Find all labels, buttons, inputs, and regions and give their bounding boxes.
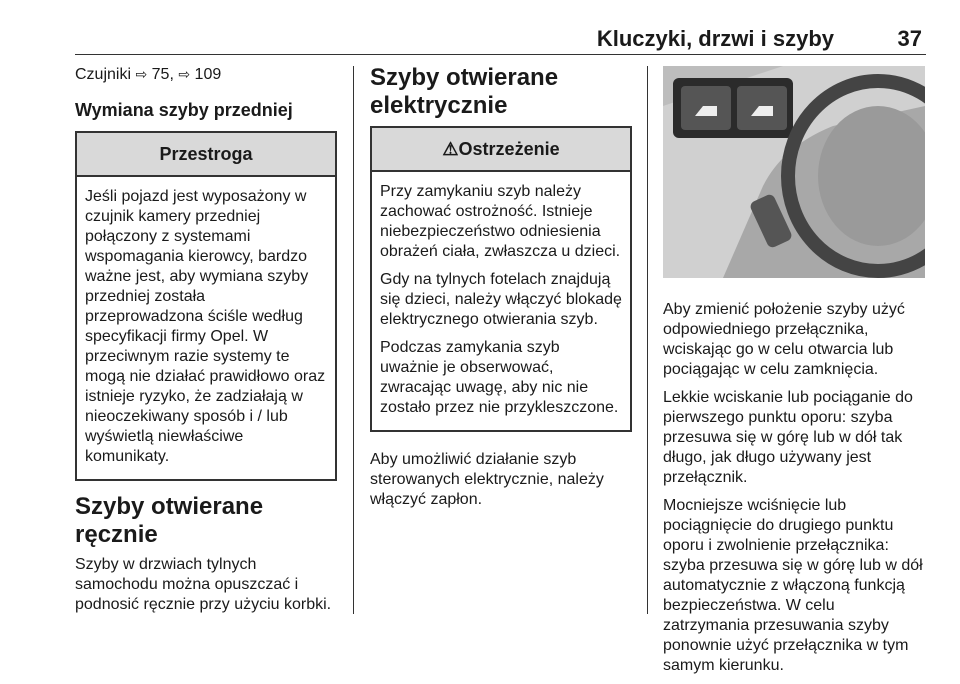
paragraph: Mocniejsze wciśnięcie lub pociągnięcie do drugiego punktu oporu i zwolnienie przełącznika: szyba przesuwa się w górę lub w dół automatycznie z włączoną funkcją bezpieczeństwa. W celu zatrzymania przesuwania szyby ponownie użyć przełącznika w tym samym kierunku. [663, 497, 923, 674]
arrow-icon: ⇨ [178, 66, 191, 82]
caution-box [75, 131, 337, 481]
paragraph: Aby zmienić położenie szyby użyć odpowiedniego przełącznika, wciskając go w celu otwarcia lub pociągając w celu zamknięcia. [663, 301, 905, 378]
warning-text: Gdy na tylnych fotelach znajdują się dzieci, należy włączyć blokadę elektrycznego otwierania szyb. [380, 271, 622, 328]
section-heading: Szyby otwierane elektrycznie [370, 64, 559, 119]
caution-text: Jeśli pojazd jest wyposażony w czujnik kamery przedniej połączony z systemami wspomagania kierowcy, bardzo ważne jest, aby wymiana szyby przedniej została przeprowadzona ściśle według specyfikacji firmy Opel. W przeciwnym razie systemy te mogą nie działać prawidłowo oraz istnieje ryzyko, że zadziałają w nieoczekiwany sposób i / lub wyświetlą niewłaściwe komunikaty. [85, 188, 326, 465]
caution-title: Przestroga [77, 133, 335, 177]
subheading: Wymiana szyby przedniej [75, 100, 293, 120]
warning-box [370, 126, 632, 432]
column-1 [75, 64, 337, 623]
column-2 [370, 64, 632, 518]
page-link[interactable]: 75, [151, 66, 174, 83]
column-rule [353, 66, 354, 614]
section-heading: Szyby otwierane ręcznie [75, 493, 264, 548]
column-3 [663, 300, 925, 684]
section-title: Kluczyki, drzwi i szyby [596, 26, 834, 51]
cross-reference: Czujniki ⇨ 75, ⇨ 109 [75, 66, 222, 83]
warning-text: Przy zamykaniu szyb należy zachować ostrożność. Istnieje niebezpieczeństwo odniesienia obrażeń ciała, zwłaszcza u dzieci. [380, 183, 621, 260]
page-number: 37 [897, 26, 922, 51]
warning-icon: ⚠ [442, 139, 459, 159]
window-switch-illustration [663, 66, 925, 278]
warning-text: Podczas zamykania szyb uważnie je obserwować, zwracając uwagę, aby nic nie zostało przez nie przykleszczone. [380, 339, 619, 416]
warning-title: ⚠Ostrzeżenie [372, 128, 630, 172]
arrow-icon: ⇨ [135, 66, 148, 82]
header-rule [75, 54, 926, 55]
paragraph: Lekkie wciskanie lub pociąganie do pierwszego punktu oporu: szyba przesuwa się w górę lub w dół tak długo, jak długo używany jest przełącznik. [663, 389, 913, 486]
paragraph: Aby umożliwić działanie szyb sterowanych elektrycznie, należy włączyć zapłon. [370, 451, 604, 508]
page-link[interactable]: 109 [194, 66, 222, 83]
column-rule [647, 66, 648, 614]
paragraph: Szyby w drzwiach tylnych samochodu można opuszczać i podnosić ręcznie przy użyciu korbki. [75, 556, 332, 613]
